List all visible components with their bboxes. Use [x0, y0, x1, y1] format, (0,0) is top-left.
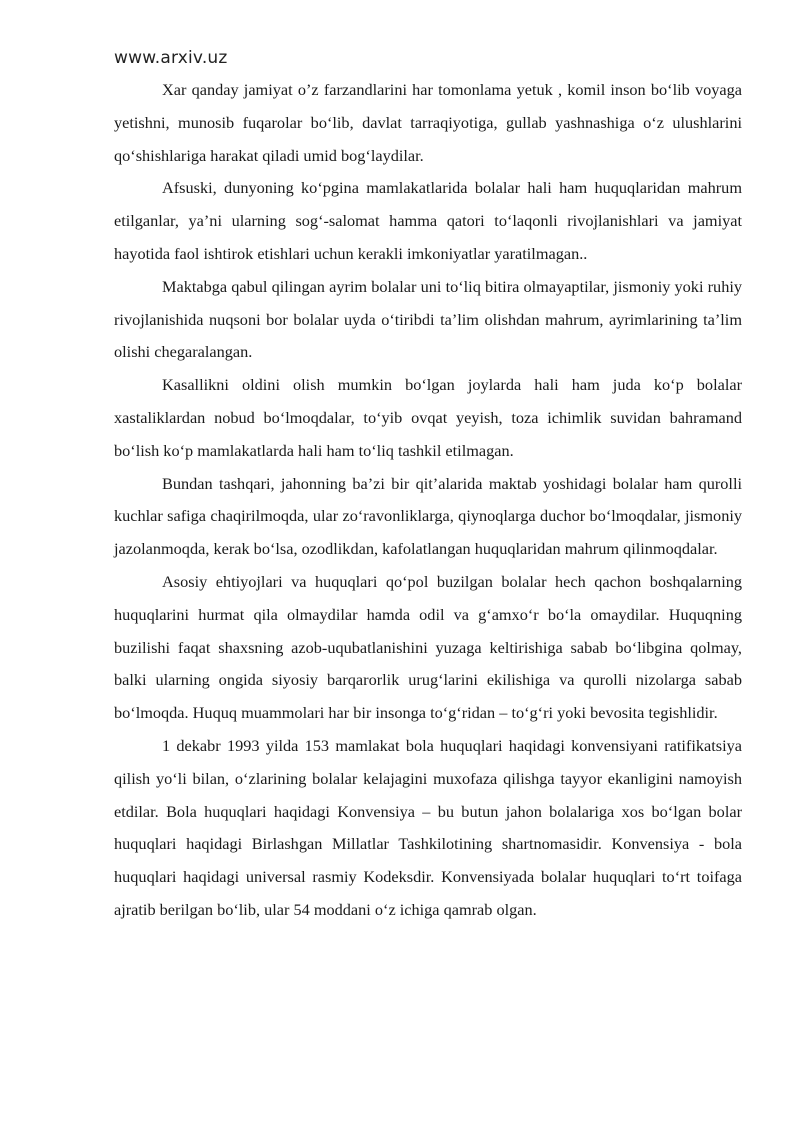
paragraph: 1 dekabr 1993 yilda 153 mamlakat bola huquqlari haqidagi konvensiyani ratifikatsiya qilish yo‘li bilan, o‘zlarining bolalar kelajagini muxofaza qilishga tayyor ekanligini namoyish etdilar. Bola huquqlari haqidagi Konvensiya – bu butun jahon bolalariga xos bo‘lgan bolar huquqlari haqidagi Birlashgan Millatlar Tashkilotining shartnomasidir. Konvensiya - bola huquqlari haqidagi universal rasmiy Kodeksdir. Konvensiyada bolalar huquqlari to‘rt toifaga ajratib berilgan bo‘lib, ular 54 moddani o‘z ichiga qamrab olgan. — [114, 735, 742, 919]
paragraph: Kasallikni oldini olish mumkin bo‘lgan joylarda hali ham juda ko‘p bolalar xastaliklardan nobud bo‘lmoqdalar, to‘yib ovqat yeyish, toza ichimlik suvidan bahramand bo‘lish ko‘p mamlakatlarda hali ham to‘liq tashkil etilmagan. — [114, 375, 742, 460]
paragraph: Bundan tashqari, jahonning ba’zi bir qit’alarida maktab yoshidagi bolalar ham qurolli kuchlar safiga chaqirilmoqda, ular zo‘ravonliklarga, qiynoqlarga duchor bo‘lmoqdalar, jismoniy jazolanmoqda, kerak bo‘lsa, ozodlikdan, kafolatlangan huquqlaridan mahrum qilinmoqdalar. — [114, 473, 742, 559]
paragraph: Xar qanday jamiyat o’z farzandlarini har tomonlama yetuk , komil inson bo‘lib voyaga yetishni, munosib fuqarolar bo‘lib, davlat tarraqiyotiga, gullab yashnashiga o‘z ulushlarini qo‘shishlariga harakat qiladi umid bog‘laydilar. — [114, 80, 742, 165]
paragraph: Afsuski, dunyoning ko‘pgina mamlakatlarida bolalar hali ham huquqlaridan mahrum etilganlar, ya’ni ularning sog‘-salomat hamma qatori to‘laqonli rivojlanishlari va jamiyat hayotida faol ishtirok etishlari uchun kerakli imkoniyatlar yaratilmagan.. — [114, 178, 742, 263]
paragraph: Maktabga qabul qilingan ayrim bolalar uni to‘liq bitira olmayaptilar, jismoniy yoki ruhiy rivojlanishida nuqsoni bor bolalar uyda o‘tiribdi ta’lim olishdan mahrum, ayrimlarining ta’lim olishi chegaralangan. — [114, 276, 742, 362]
site-url: www.arxiv.uz — [114, 48, 228, 68]
document-body — [114, 74, 742, 927]
paragraph: Asosiy ehtiyojlari va huquqlari qo‘pol buzilgan bolalar hech qachon boshqalarning huquqlarini hurmat qila olmaydilar hamda odil va g‘amxo‘r bo‘la omaydilar. Huquqning buzilishi faqat shaxsning azob-uqubatlanishini yuzaga keltirishiga sabab bo‘libgina qolmay, balki ularning ongida siyosiy barqarorlik urug‘larini ekilishiga va qurolli nizolarga sabab bo‘lmoqda. Huquq muammolari har bir insonga to‘g‘ridan – to‘g‘ri yoki bevosita tegishlidir. — [114, 571, 742, 723]
